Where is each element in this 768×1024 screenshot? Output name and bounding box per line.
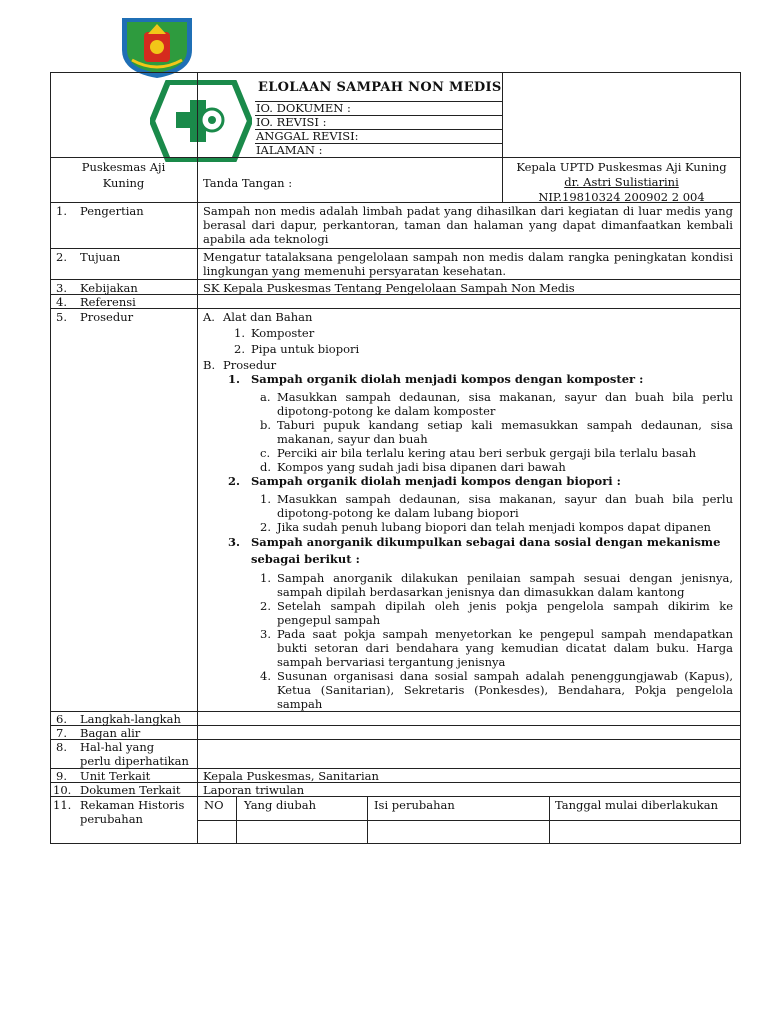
row-label-dokumen: Dokumen Terkait [80,783,181,797]
row-number: 9. [56,769,67,783]
item-number: 4. [260,669,271,683]
row-number: 5. [56,310,67,324]
step-number: 2. [228,474,241,488]
item-letter: a. [260,390,271,404]
head-nip: NIP.19810324 200902 2 004 [538,190,705,204]
row-number: 11. [53,798,72,812]
item-letter: b. [260,418,272,432]
row-label-hal: Hal-hal yang [80,740,155,754]
item-number: 2. [260,520,271,534]
list-item: Sampah anorganik dilakukan penilaian sampah sesuai dengan jenisnya, sampah dipilah berdasarkan jenisnya dan dimasukkan dalam kantong [277,571,733,599]
list-item: Jika sudah penuh lubang biopori dan telah menjadi kompos dapat dipanen [277,520,711,534]
row-number: 6. [56,712,67,726]
section-a-letter: A. [203,310,215,324]
row-label-unit: Unit Terkait [80,769,151,783]
list-item: Perciki air bila terlalu kering atau beri serbuk gergaji bila terlalu basah [277,446,697,460]
item-letter: c. [260,446,271,460]
doc-number-field: IO. DOKUMEN : [256,101,351,115]
item-number: 1. [260,571,271,585]
row-label-pengertian: Pengertian [80,204,144,218]
head-name: dr. Astri Sulistiarini [564,175,679,189]
list-item: Setelah sampah dipilah oleh jenis pokja pengelola sampah dikirim ke pengepul sampah [277,599,733,627]
row-number: 1. [56,204,67,218]
list-item: Masukkan sampah dedaunan, sisa makanan, sayur dan buah bila perlu dipotong-potong ke dalam komposter [277,390,733,418]
regional-logo [116,10,198,80]
item-number: 2. [234,342,245,356]
row-label-langkah: Langkah-langkah [80,712,181,726]
revision-field: IO. REVISI : [256,115,327,129]
list-item: Pipa untuk biopori [251,342,360,356]
pengertian-text: Sampah non medis adalah limbah padat yang dihasilkan dari kegiatan di luar medis yang berasal dari dapur, perkantoran, taman dan halaman yang dapat dimanfaatkan kembali apabila ada teknologi [203,204,733,246]
unit-terkait-text: Kepala Puskesmas, Sanitarian [203,769,379,783]
row-number: 10. [53,783,72,797]
list-item: Komposter [251,326,315,340]
col-header-isi: Isi perubahan [374,798,455,812]
row-label-rekaman: Rekaman Historis [80,798,185,812]
row-label-rekaman-2: perubahan [80,812,143,826]
item-number: 3. [260,627,271,641]
item-number: 1. [260,492,271,506]
row-number: 7. [56,726,67,740]
row-number: 3. [56,281,67,295]
list-item: Masukkan sampah dedaunan, sisa makanan, sayur dan buah bila perlu dipotong-potong ke dalam lubang biopori [277,492,733,520]
list-item: Taburi pupuk kandang setiap kali memasukkan sampah dedaunan, sisa makanan, sayur dan buah [277,418,733,446]
kebijakan-text: SK Kepala Puskesmas Tentang Pengelolaan Sampah Non Medis [203,281,575,295]
org-name-line1: Puskesmas Aji [81,160,166,174]
puskesmas-logo [150,80,252,162]
list-item: Kompos yang sudah jadi bisa dipanen dari bawah [277,460,566,474]
step-number: 3. [228,535,241,549]
row-number: 8. [56,740,67,754]
step-1-title: Sampah organik diolah menjadi kompos dengan komposter : [251,372,644,386]
step-3-title-2: sebagai berikut : [251,552,360,566]
row-label-bagan: Bagan alir [80,726,141,740]
col-header-yang-diubah: Yang diubah [244,798,317,812]
step-2-title: Sampah organik diolah menjadi kompos dengan biopori : [251,474,621,488]
list-item: Susunan organisasi dana sosial sampah adalah penenggungjawab (Kapus), Ketua (Sanitarian), Sekretaris (Ponkesdes), Bendahara, Pokja pengelola sampah [277,669,733,711]
page-field: IALAMAN : [256,143,323,157]
row-label-referensi: Referensi [80,295,136,309]
col-header-no: NO [204,798,224,812]
head-title: Kepala UPTD Puskesmas Aji Kuning [516,160,727,174]
item-letter: d. [260,460,272,474]
row-label-tujuan: Tujuan [80,250,121,264]
row-number: 2. [56,250,67,264]
item-number: 2. [260,599,271,613]
step-3-title: Sampah anorganik dikumpulkan sebagai dana sosial dengan mekanisme [251,535,721,549]
row-label-prosedur: Prosedur [80,310,134,324]
section-b-title: Prosedur [223,358,277,372]
section-b-letter: B. [203,358,216,372]
row-label-kebijakan: Kebijakan [80,281,138,295]
org-name-line2: Kuning [102,176,145,190]
row-label-hal-2: perlu diperhatikan [80,754,189,768]
step-number: 1. [228,372,241,386]
list-item: Pada saat pokja sampah menyetorkan ke pengepul sampah mendapatkan bukti setoran dari bendahara yang kemudian dicatat dalam buku. Harga sampah bervariasi tergantung jenisnya [277,627,733,669]
section-a-title: Alat dan Bahan [223,310,313,324]
signature-label: Tanda Tangan : [203,176,293,190]
document-title: ELOLAAN SAMPAH NON MEDIS [258,80,502,95]
revision-date-field: ANGGAL REVISI: [256,129,359,143]
tujuan-text: Mengatur tatalaksana pengelolaan sampah non medis dalam rangka peningkatan kondisi lingkungan yang memenuhi persyaratan kesehatan. [203,250,733,278]
dokumen-terkait-text: Laporan triwulan [203,783,305,797]
item-number: 1. [234,326,245,340]
col-header-tanggal: Tanggal mulai diberlakukan [555,798,718,812]
row-number: 4. [56,295,67,309]
